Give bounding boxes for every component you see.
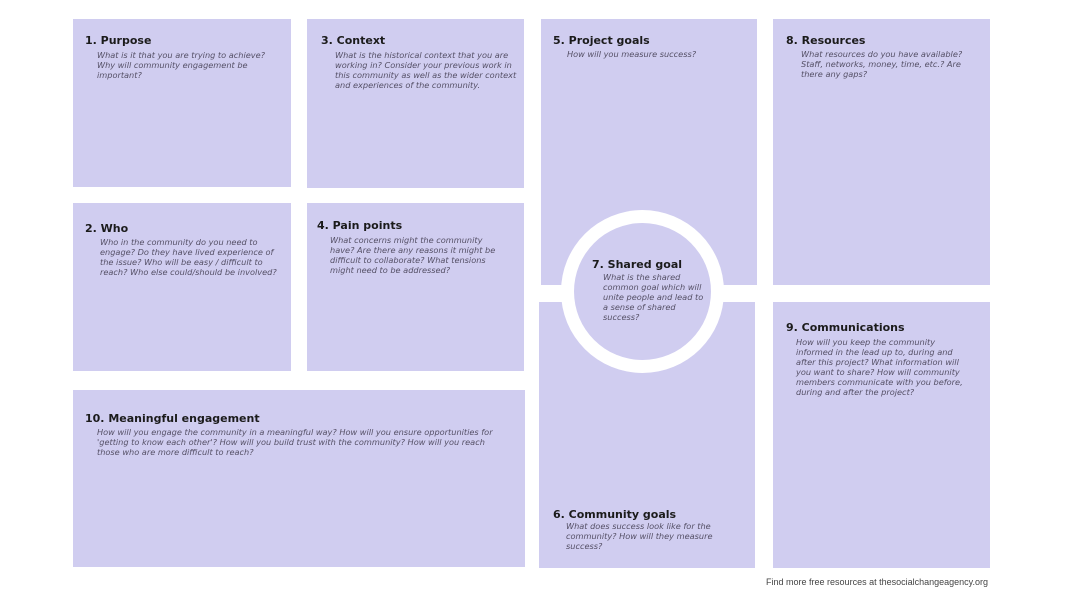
purpose-title: 1. Purpose bbox=[85, 34, 152, 47]
communications-title: 9. Communications bbox=[786, 321, 905, 334]
resources-title: 8. Resources bbox=[786, 34, 866, 47]
meaningful-engagement-question: How will you engage the community in a meaningful way? How will you ensure opportunities for 'getting to know each other'? How will you build trust with the community? How will you reach those who are more difficult to reach? bbox=[97, 427, 493, 457]
panel-shared-goal bbox=[574, 223, 711, 360]
resources-question: What resources do you have available? Staff, networks, money, time, etc.? Are there any gaps? bbox=[801, 49, 963, 79]
panel-context bbox=[307, 19, 524, 188]
pain-points-question: What concerns might the community have? Are there any reasons it might be difficult to collaborate? What tensions might need to be addressed? bbox=[330, 235, 496, 275]
communications-question: How will you keep the community informed in the lead up to, during and after this project? What information will you want to share? How will community members communicate with you before, during and after the project? bbox=[796, 337, 963, 397]
meaningful-engagement-title: 10. Meaningful engagement bbox=[85, 412, 260, 425]
who-title: 2. Who bbox=[85, 222, 129, 235]
panel-purpose bbox=[73, 19, 291, 187]
community-goals-question: What does success look like for the community? How will they measure success? bbox=[566, 521, 713, 551]
project-goals-question: How will you measure success? bbox=[567, 49, 697, 59]
context-question: What is the historical context that you are working in? Consider your previous work in this community as well as the wider context and experiences of the community. bbox=[335, 50, 517, 90]
community-goals-title: 6. Community goals bbox=[553, 508, 677, 521]
footer-resources-link[interactable]: Find more free resources at thesocialchangeagency.org bbox=[766, 577, 988, 587]
panel-resources bbox=[773, 19, 990, 285]
project-goals-title: 5. Project goals bbox=[553, 34, 650, 47]
shared-goal-question: What is the shared common goal which will unite people and lead to a sense of shared success? bbox=[603, 272, 704, 322]
panel-who bbox=[73, 203, 291, 371]
pain-points-title: 4. Pain points bbox=[317, 219, 403, 232]
panel-pain-points bbox=[307, 203, 524, 371]
panel-communications bbox=[773, 302, 990, 568]
purpose-question: What is it that you are trying to achieve? Why will community engagement be important? bbox=[97, 50, 265, 80]
context-title: 3. Context bbox=[321, 34, 386, 47]
shared-goal-title: 7. Shared goal bbox=[592, 258, 683, 271]
who-question: Who in the community do you need to engage? Do they have lived experience of the issue? Who will be easy / difficult to reach? Who else could/should be involved? bbox=[100, 237, 277, 277]
panel-meaningful-engagement bbox=[73, 390, 525, 567]
